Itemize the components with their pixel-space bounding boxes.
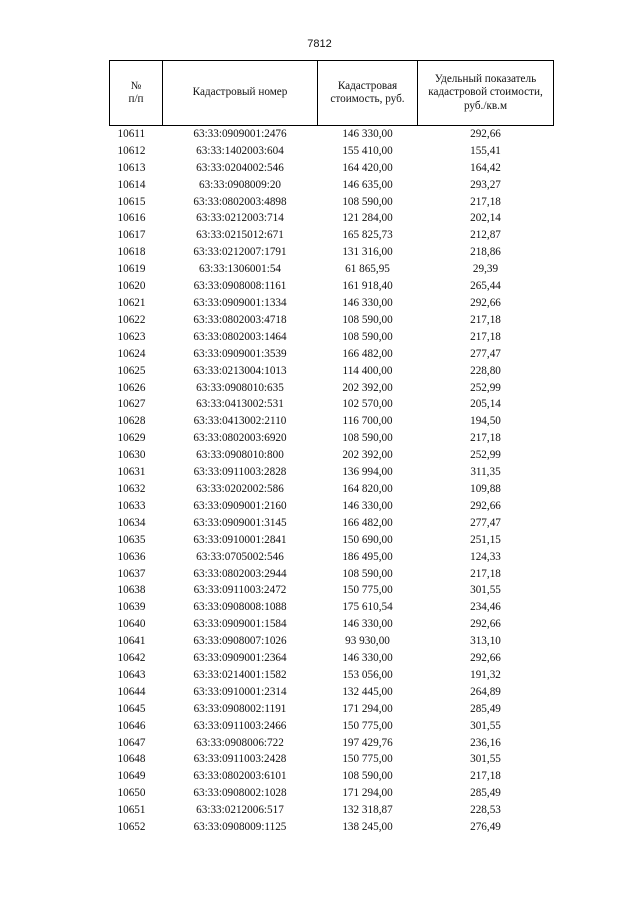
table-row bbox=[110, 650, 554, 667]
cell-specific-value: 252,99 bbox=[470, 449, 501, 462]
cell-row-number: 10614 bbox=[117, 178, 146, 191]
cell-row-number: 10638 bbox=[117, 584, 146, 597]
table-row bbox=[110, 532, 554, 549]
cell-cadastral-number: 63:33:0911003:2466 bbox=[193, 719, 287, 732]
cell-row-number: 10630 bbox=[117, 449, 146, 462]
cell-cadastral-number: 63:33:0204002:546 bbox=[196, 161, 284, 174]
cell-cadastral-value: 171 294,00 bbox=[342, 787, 393, 800]
table-row bbox=[110, 177, 554, 194]
cell-specific-value: 277,47 bbox=[470, 516, 501, 529]
cell-cadastral-value: 93 930,00 bbox=[345, 635, 390, 648]
cell-cadastral-number: 63:33:0413002:531 bbox=[196, 398, 284, 411]
cell-specific-value: 217,18 bbox=[470, 567, 501, 580]
cell-cadastral-value: 146 330,00 bbox=[342, 297, 393, 310]
table-row bbox=[110, 599, 554, 616]
cell-cadastral-value: 108 590,00 bbox=[342, 313, 393, 326]
table-row bbox=[110, 194, 554, 211]
cell-cadastral-value: 186 495,00 bbox=[342, 550, 393, 563]
cell-cadastral-value: 155 410,00 bbox=[342, 144, 393, 157]
cell-cadastral-number: 63:33:0212007:1791 bbox=[193, 246, 287, 259]
cell-cadastral-value: 202 392,00 bbox=[342, 449, 393, 462]
cell-cadastral-value: 150 775,00 bbox=[342, 719, 393, 732]
cell-cadastral-value: 108 590,00 bbox=[342, 770, 393, 783]
cell-specific-value: 217,18 bbox=[470, 313, 501, 326]
table-row bbox=[110, 616, 554, 633]
cell-row-number: 10620 bbox=[117, 280, 146, 293]
cell-cadastral-value: 138 245,00 bbox=[342, 821, 393, 834]
cell-row-number: 10619 bbox=[117, 263, 146, 276]
cell-cadastral-number: 63:33:0911003:2472 bbox=[193, 584, 287, 597]
cell-cadastral-number: 63:33:0202002:586 bbox=[196, 482, 284, 495]
table-row bbox=[110, 481, 554, 498]
cell-specific-value: 217,18 bbox=[470, 195, 501, 208]
cell-specific-value: 277,47 bbox=[470, 347, 501, 360]
table-row bbox=[110, 346, 554, 363]
cell-cadastral-number: 63:33:0908002:1028 bbox=[193, 787, 287, 800]
header-specific-value: Удельный показатель кадастровой стоимости, руб./кв.м bbox=[418, 61, 554, 126]
cell-row-number: 10626 bbox=[117, 381, 146, 394]
cell-cadastral-number: 63:33:0215012:671 bbox=[196, 229, 284, 242]
table-row bbox=[110, 464, 554, 481]
cell-cadastral-value: 166 482,00 bbox=[342, 516, 393, 529]
cell-cadastral-value: 108 590,00 bbox=[342, 432, 393, 445]
cell-cadastral-number: 63:33:0909001:3539 bbox=[193, 347, 287, 360]
cell-specific-value: 301,55 bbox=[470, 719, 501, 732]
table-row bbox=[110, 684, 554, 701]
table-row bbox=[110, 515, 554, 532]
header-cadastral-value: Кадастровая стоимость, руб. bbox=[318, 61, 418, 126]
cell-cadastral-number: 63:33:0802003:4718 bbox=[193, 313, 287, 326]
cell-specific-value: 234,46 bbox=[470, 601, 501, 614]
table-row bbox=[110, 227, 554, 244]
cell-cadastral-value: 146 330,00 bbox=[342, 652, 393, 665]
cell-cadastral-number: 63:33:0908009:20 bbox=[198, 178, 282, 191]
table-row bbox=[110, 667, 554, 684]
cell-cadastral-value: 164 420,00 bbox=[342, 161, 393, 174]
cell-specific-value: 265,44 bbox=[470, 280, 501, 293]
cell-cadastral-value: 121 284,00 bbox=[342, 212, 393, 225]
table-row bbox=[110, 752, 554, 769]
cell-specific-value: 252,99 bbox=[470, 381, 501, 394]
cell-cadastral-value: 146 330,00 bbox=[342, 499, 393, 512]
table-row bbox=[110, 278, 554, 295]
cell-cadastral-value: 116 700,00 bbox=[342, 415, 393, 428]
cell-specific-value: 301,55 bbox=[470, 753, 501, 766]
table-row bbox=[110, 380, 554, 397]
cell-cadastral-number: 63:33:0802003:6920 bbox=[193, 432, 287, 445]
table-row bbox=[110, 582, 554, 599]
cell-specific-value: 202,14 bbox=[470, 212, 501, 225]
cell-cadastral-number: 63:33:0802003:1464 bbox=[193, 330, 287, 343]
cell-cadastral-value: 165 825,73 bbox=[342, 229, 393, 242]
cell-cadastral-number: 63:33:0908009:1125 bbox=[193, 821, 287, 834]
cell-row-number: 10632 bbox=[117, 482, 146, 495]
cell-row-number: 10611 bbox=[117, 127, 146, 140]
cell-cadastral-number: 63:33:0908007:1026 bbox=[193, 635, 287, 648]
cell-row-number: 10634 bbox=[117, 516, 146, 529]
cell-specific-value: 301,55 bbox=[470, 584, 501, 597]
cell-cadastral-number: 63:33:0910001:2841 bbox=[193, 533, 287, 546]
cell-cadastral-value: 146 635,00 bbox=[342, 178, 393, 191]
cell-specific-value: 109,88 bbox=[470, 482, 501, 495]
cell-cadastral-number: 63:33:0909001:2160 bbox=[193, 499, 287, 512]
table-row bbox=[110, 447, 554, 464]
table-row bbox=[110, 244, 554, 261]
header-cadastral-number: Кадастровый номер bbox=[163, 61, 318, 126]
cell-cadastral-number: 63:33:0908010:635 bbox=[196, 381, 284, 394]
cell-cadastral-number: 63:33:0802003:2944 bbox=[193, 567, 287, 580]
cell-cadastral-value: 175 610,54 bbox=[342, 601, 393, 614]
cell-row-number: 10646 bbox=[117, 719, 146, 732]
table-row bbox=[110, 261, 554, 278]
cell-cadastral-number: 63:33:0802003:6101 bbox=[193, 770, 287, 783]
cell-cadastral-number: 63:33:0212003:714 bbox=[196, 212, 284, 225]
cell-specific-value: 251,15 bbox=[470, 533, 501, 546]
cell-cadastral-number: 63:33:1306001:54 bbox=[198, 263, 282, 276]
cell-row-number: 10623 bbox=[117, 330, 146, 343]
table-row bbox=[110, 549, 554, 566]
cell-specific-value: 285,49 bbox=[470, 702, 501, 715]
cell-cadastral-value: 108 590,00 bbox=[342, 567, 393, 580]
cell-cadastral-number: 63:33:0413002:2110 bbox=[193, 415, 287, 428]
cell-cadastral-value: 132 318,87 bbox=[342, 804, 393, 817]
table-row bbox=[110, 735, 554, 752]
table-row bbox=[110, 143, 554, 160]
table-row bbox=[110, 363, 554, 380]
table-row bbox=[110, 498, 554, 515]
cell-specific-value: 217,18 bbox=[470, 770, 501, 783]
cell-cadastral-value: 166 482,00 bbox=[342, 347, 393, 360]
cell-row-number: 10618 bbox=[117, 246, 146, 259]
table-row bbox=[110, 329, 554, 346]
cell-row-number: 10647 bbox=[117, 736, 146, 749]
cell-specific-value: 191,32 bbox=[470, 668, 501, 681]
cell-specific-value: 292,66 bbox=[470, 618, 501, 631]
cell-cadastral-value: 153 056,00 bbox=[342, 668, 393, 681]
cell-cadastral-value: 61 865,95 bbox=[345, 263, 390, 276]
cell-cadastral-number: 63:33:1402003:604 bbox=[196, 144, 284, 157]
cell-cadastral-value: 171 294,00 bbox=[342, 702, 393, 715]
cell-row-number: 10627 bbox=[117, 398, 146, 411]
cell-row-number: 10616 bbox=[117, 212, 146, 225]
cell-row-number: 10643 bbox=[117, 668, 146, 681]
table-row bbox=[110, 397, 554, 414]
table-row bbox=[110, 160, 554, 177]
cell-specific-value: 292,66 bbox=[470, 297, 501, 310]
cell-row-number: 10617 bbox=[117, 229, 146, 242]
cell-cadastral-number: 63:33:0908002:1191 bbox=[193, 702, 287, 715]
cell-cadastral-number: 63:33:0910001:2314 bbox=[193, 685, 287, 698]
header-row-number: № п/п bbox=[110, 61, 163, 126]
cell-specific-value: 311,35 bbox=[470, 466, 501, 479]
cell-specific-value: 292,66 bbox=[470, 652, 501, 665]
cell-cadastral-number: 63:33:0911003:2828 bbox=[193, 466, 287, 479]
table-row bbox=[110, 295, 554, 312]
cell-cadastral-number: 63:33:0212006:517 bbox=[196, 804, 284, 817]
cell-row-number: 10629 bbox=[117, 432, 146, 445]
cell-cadastral-number: 63:33:0909001:2476 bbox=[193, 127, 287, 140]
cell-row-number: 10650 bbox=[117, 787, 146, 800]
cell-specific-value: 276,49 bbox=[470, 821, 501, 834]
cell-cadastral-number: 63:33:0213004:1013 bbox=[193, 364, 287, 377]
cell-specific-value: 292,66 bbox=[470, 499, 501, 512]
cell-row-number: 10649 bbox=[117, 770, 146, 783]
cell-cadastral-value: 150 690,00 bbox=[342, 533, 393, 546]
cell-cadastral-value: 102 570,00 bbox=[342, 398, 393, 411]
table-row bbox=[110, 566, 554, 583]
cell-cadastral-value: 197 429,76 bbox=[342, 736, 393, 749]
cell-cadastral-value: 150 775,00 bbox=[342, 584, 393, 597]
cell-row-number: 10645 bbox=[117, 702, 146, 715]
cell-cadastral-value: 164 820,00 bbox=[342, 482, 393, 495]
cell-cadastral-value: 108 590,00 bbox=[342, 330, 393, 343]
cell-cadastral-value: 131 316,00 bbox=[342, 246, 393, 259]
cell-row-number: 10635 bbox=[117, 533, 146, 546]
cell-cadastral-value: 146 330,00 bbox=[342, 127, 393, 140]
cell-cadastral-number: 63:33:0909001:3145 bbox=[193, 516, 287, 529]
cell-specific-value: 194,50 bbox=[470, 415, 501, 428]
cell-cadastral-number: 63:33:0908010:800 bbox=[196, 449, 284, 462]
cell-specific-value: 29,39 bbox=[472, 263, 499, 276]
cell-cadastral-value: 108 590,00 bbox=[342, 195, 393, 208]
table-row bbox=[110, 785, 554, 802]
cell-specific-value: 292,66 bbox=[470, 127, 501, 140]
table-row bbox=[110, 430, 554, 447]
cell-row-number: 10612 bbox=[117, 144, 146, 157]
cell-specific-value: 228,53 bbox=[470, 804, 501, 817]
table-row bbox=[110, 126, 554, 143]
cell-cadastral-value: 150 775,00 bbox=[342, 753, 393, 766]
table-row bbox=[110, 819, 554, 836]
table-body bbox=[110, 126, 554, 837]
table-row bbox=[110, 701, 554, 718]
cell-row-number: 10624 bbox=[117, 347, 146, 360]
table-row bbox=[110, 718, 554, 735]
page-number: 7812 bbox=[307, 38, 332, 50]
cell-cadastral-number: 63:33:0908008:1088 bbox=[193, 601, 287, 614]
cell-specific-value: 205,14 bbox=[470, 398, 501, 411]
table-row bbox=[110, 633, 554, 650]
cell-row-number: 10625 bbox=[117, 364, 146, 377]
table-row bbox=[110, 413, 554, 430]
cell-specific-value: 264,89 bbox=[470, 685, 501, 698]
cell-cadastral-number: 63:33:0214001:1582 bbox=[193, 668, 287, 681]
cell-cadastral-value: 146 330,00 bbox=[342, 618, 393, 631]
cell-row-number: 10648 bbox=[117, 753, 146, 766]
cell-row-number: 10641 bbox=[117, 635, 146, 648]
cell-specific-value: 155,41 bbox=[470, 144, 501, 157]
cell-cadastral-number: 63:33:0911003:2428 bbox=[193, 753, 287, 766]
header-row bbox=[110, 61, 554, 126]
cell-specific-value: 313,10 bbox=[470, 635, 501, 648]
cell-row-number: 10613 bbox=[117, 161, 146, 174]
cell-specific-value: 236,16 bbox=[470, 736, 501, 749]
cell-cadastral-number: 63:33:0909001:1584 bbox=[193, 618, 287, 631]
cell-row-number: 10636 bbox=[117, 550, 146, 563]
cell-row-number: 10644 bbox=[117, 685, 146, 698]
cell-row-number: 10637 bbox=[117, 567, 146, 580]
cell-cadastral-number: 63:33:0908006:722 bbox=[196, 736, 284, 749]
cell-cadastral-number: 63:33:0909001:2364 bbox=[193, 652, 287, 665]
cell-row-number: 10615 bbox=[117, 195, 146, 208]
cell-row-number: 10640 bbox=[117, 618, 146, 631]
cell-row-number: 10621 bbox=[117, 297, 146, 310]
table-row bbox=[110, 768, 554, 785]
table-row bbox=[110, 802, 554, 819]
cell-specific-value: 124,33 bbox=[470, 550, 501, 563]
cadastral-table bbox=[109, 60, 554, 836]
cell-cadastral-number: 63:33:0705002:546 bbox=[196, 550, 284, 563]
cell-cadastral-value: 202 392,00 bbox=[342, 381, 393, 394]
cell-cadastral-number: 63:33:0802003:4898 bbox=[193, 195, 287, 208]
cell-cadastral-number: 63:33:0909001:1334 bbox=[193, 297, 287, 310]
table-header bbox=[110, 61, 554, 126]
cell-specific-value: 285,49 bbox=[470, 787, 501, 800]
cell-specific-value: 293,27 bbox=[470, 178, 501, 191]
cell-cadastral-value: 161 918,40 bbox=[342, 280, 393, 293]
cell-cadastral-value: 114 400,00 bbox=[342, 364, 393, 377]
cell-specific-value: 217,18 bbox=[470, 330, 501, 343]
cell-row-number: 10642 bbox=[117, 652, 146, 665]
cell-row-number: 10631 bbox=[117, 466, 146, 479]
cell-cadastral-value: 132 445,00 bbox=[342, 685, 393, 698]
cell-row-number: 10652 bbox=[117, 821, 146, 834]
cell-specific-value: 212,87 bbox=[470, 229, 501, 242]
table-row bbox=[110, 312, 554, 329]
cell-row-number: 10633 bbox=[117, 499, 146, 512]
cell-specific-value: 217,18 bbox=[470, 432, 501, 445]
cell-specific-value: 164,42 bbox=[470, 161, 501, 174]
cell-row-number: 10628 bbox=[117, 415, 146, 428]
cell-row-number: 10622 bbox=[117, 313, 146, 326]
cell-cadastral-value: 136 994,00 bbox=[342, 466, 393, 479]
cell-row-number: 10651 bbox=[117, 804, 146, 817]
cell-specific-value: 228,80 bbox=[470, 364, 501, 377]
cell-specific-value: 218,86 bbox=[470, 246, 501, 259]
cell-row-number: 10639 bbox=[117, 601, 146, 614]
cell-cadastral-number: 63:33:0908008:1161 bbox=[193, 280, 287, 293]
table-row bbox=[110, 211, 554, 228]
